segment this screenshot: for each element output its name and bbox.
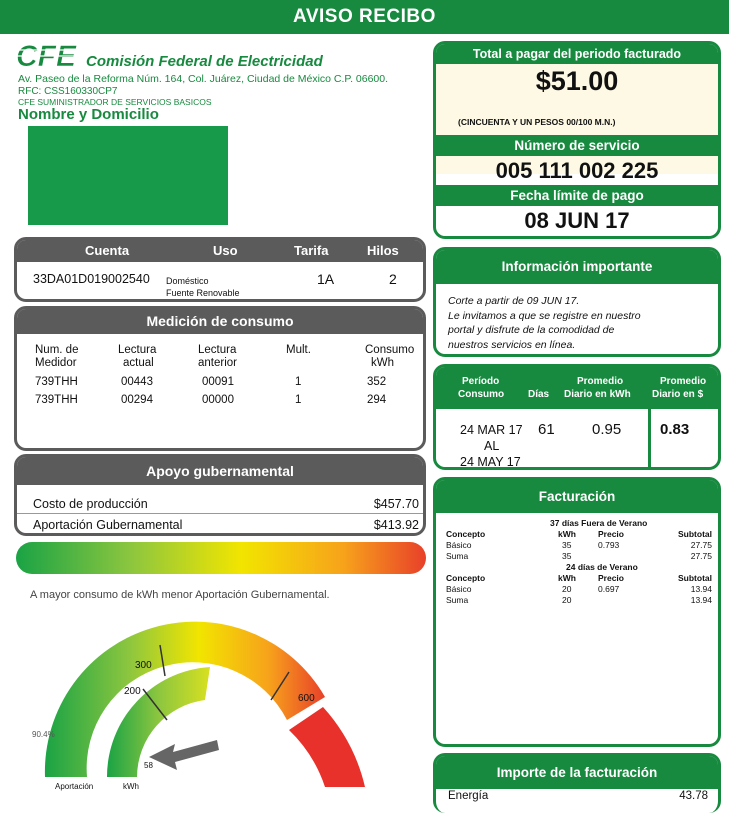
due-date: 08 JUN 17: [524, 208, 630, 233]
avg-daily-kwh: 0.95: [592, 421, 622, 438]
consumption-gradient-bar: [16, 542, 426, 574]
important-info-panel: [433, 247, 721, 357]
period-to: 24 MAY 17: [460, 455, 521, 469]
subsidy-contribution-value: $413.92: [373, 518, 419, 532]
billing-subtotal: 27.75: [690, 551, 712, 561]
account-wires: 2: [389, 271, 397, 287]
redacted-name-address: [28, 126, 228, 225]
billing-header-kwh: kWh: [558, 573, 576, 583]
company-address: Av. Paseo de la Reforma Núm. 164, Col. Juárez, Ciudad de México C.P. 06600.: [18, 73, 389, 85]
meter-row-2-current: 00294: [121, 394, 153, 406]
period-header-line2: Consumo: [458, 389, 505, 400]
account-use-line2: Fuente Renovable: [166, 288, 240, 298]
billing-section-1-header: [436, 529, 718, 540]
total-amount: $51.00: [535, 66, 619, 96]
billing-subtotal: 13.94: [690, 584, 712, 594]
billing-subtotal: 13.94: [690, 595, 712, 605]
billing-concept: Básico: [446, 540, 472, 550]
gauge-red-segment: [289, 707, 365, 787]
avg-money-header-line2: Diario en $: [652, 389, 704, 400]
important-info-line3: portal y disfrute de la comodidad de: [448, 324, 615, 336]
billing-header-precio: Precio: [598, 573, 624, 583]
meter-row-1-meter: 739THH: [35, 376, 78, 388]
billing-price: 0.793: [598, 540, 620, 550]
billing-concept: Básico: [446, 584, 472, 594]
account-header-hilos: Hilos: [367, 243, 399, 258]
billing-header-subtotal: Subtotal: [678, 573, 712, 583]
gauge-label-kwh: kWh: [123, 782, 139, 791]
consumption-panel-header: [17, 309, 423, 334]
energy-value: 43.78: [679, 790, 708, 802]
subsidy-contribution-label: Aportación Gubernamental: [33, 518, 183, 532]
consumption-header-line1: Consumo: [365, 344, 415, 356]
billing-header-precio: Precio: [598, 529, 624, 539]
meter-row-2-meter: 739THH: [35, 394, 78, 406]
billing-panel: [433, 477, 721, 747]
total-title: Total a pagar del periodo facturado: [472, 47, 682, 61]
account-tariff: 1A: [317, 271, 335, 287]
multiplier-header: Mult.: [286, 344, 311, 356]
service-number-title-bar: [436, 135, 718, 156]
period-header-line1: Período: [462, 376, 500, 387]
service-number: 005 111 002 225: [495, 158, 659, 183]
important-info-line4: nuestros servicios en línea.: [448, 338, 576, 351]
total-amount-words: (CINCUENTA Y UN PESOS 00/100 M.N.): [458, 117, 616, 127]
billing-subtotal: 27.75: [690, 540, 712, 550]
meter-row-2-consumption: 294: [367, 394, 387, 406]
due-date-title: Fecha límite de pago: [510, 188, 644, 203]
gauge-kwh-value: 58: [144, 761, 153, 770]
important-info-line1: Corte a partir de 09 JUN 17.: [448, 295, 580, 307]
meter-row-2-mult: 1: [295, 394, 302, 406]
avg-kwh-header-line1: Promedio: [577, 376, 624, 387]
account-number: 33DA01D019002540: [33, 272, 150, 286]
company-supplier: CFE SUMINISTRADOR DE SERVICIOS BASICOS: [18, 97, 212, 107]
meter-row-2-previous: 00000: [202, 394, 234, 406]
billing-section-2-header: [436, 573, 718, 584]
gauge-tick-label-600: 600: [298, 693, 315, 704]
subsidy-panel-header: [17, 457, 423, 485]
subsidy-panel: [14, 454, 426, 536]
gauge-percentage: 90.4%: [32, 730, 55, 739]
billing-title-bar: [436, 480, 718, 513]
meter-header-line2: Medidor: [35, 357, 77, 369]
page-title-bar: [0, 0, 729, 34]
production-cost-value: $457.70: [373, 497, 419, 511]
account-use-line1: Doméstico: [166, 276, 209, 286]
days-header: Días: [528, 389, 550, 400]
billing-section-1-title: 37 días Fuera de Verano: [550, 518, 648, 528]
consumption-title: Medición de consumo: [146, 313, 294, 329]
billing-kwh: 35: [562, 551, 572, 561]
billing-kwh: 20: [562, 595, 572, 605]
cfe-logo-text: CFE: [16, 40, 76, 70]
gauge-label-aportacion: Aportación: [55, 782, 94, 791]
billing-title: Facturación: [538, 489, 616, 504]
total-title-bar: [436, 44, 718, 64]
subsidy-title: Apoyo gubernamental: [146, 463, 294, 479]
total-panel: [433, 41, 721, 239]
current-reading-header-line1: Lectura: [118, 344, 157, 356]
billing-row: [436, 540, 718, 551]
billing-price: 0.697: [598, 584, 620, 594]
billing-section-2-title: 24 días de Verano: [566, 562, 638, 572]
billing-header-subtotal: Subtotal: [678, 529, 712, 539]
name-address-label: Nombre y Domicilio: [18, 106, 159, 123]
meter-row-1-consumption: 352: [367, 376, 387, 388]
avg-money-header-line1: Promedio: [660, 376, 707, 387]
important-info-title-bar: [436, 250, 718, 284]
energy-label: Energía: [448, 790, 489, 802]
previous-reading-header-line1: Lectura: [198, 344, 237, 356]
period-days: 61: [538, 421, 555, 438]
gauge-tick-label-200: 200: [124, 686, 141, 697]
billing-row: [436, 595, 718, 606]
consumption-gauge: [25, 612, 380, 797]
billing-header-kwh: kWh: [558, 529, 576, 539]
gauge-tick-label-300: 300: [135, 660, 152, 671]
meter-row-1-previous: 00091: [202, 376, 234, 388]
billing-header-concepto: Concepto: [446, 573, 486, 583]
account-header-uso: Uso: [213, 243, 238, 258]
meter-row-1-current: 00443: [121, 376, 153, 388]
gauge-arrow: [149, 740, 219, 770]
billing-amount-panel: [433, 753, 721, 813]
billing-row: [436, 584, 718, 595]
billing-amount-title: Importe de la facturación: [496, 765, 658, 780]
billing-row: [436, 551, 718, 562]
billing-header-concepto: Concepto: [446, 529, 486, 539]
period-header-bar: [436, 367, 718, 409]
due-date-title-bar: [436, 185, 718, 206]
important-info-text: [448, 294, 641, 352]
billing-kwh: 35: [562, 540, 572, 550]
billing-concept: Suma: [446, 551, 469, 561]
company-name: Comisión Federal de Electricidad: [86, 53, 323, 70]
consumption-header-line2: kWh: [371, 357, 394, 369]
period-from: 24 MAR 17: [460, 423, 523, 437]
gauge-caption: A mayor consumo de kWh menor Aportación Gubernamental.: [30, 589, 330, 601]
meter-header-line1: Num. de: [35, 344, 79, 356]
billing-concept: Suma: [446, 595, 469, 605]
production-cost-label: Costo de producción: [33, 497, 148, 511]
service-number-title: Número de servicio: [514, 138, 640, 153]
meter-row-1-mult: 1: [295, 376, 302, 388]
consumption-panel: [14, 306, 426, 451]
account-panel: [14, 237, 426, 302]
previous-reading-header-line2: anterior: [198, 357, 237, 369]
period-al: AL: [484, 439, 500, 453]
current-reading-header-line2: actual: [123, 357, 154, 369]
important-info-title: Información importante: [501, 259, 653, 274]
account-panel-header: [17, 240, 423, 262]
page-title: AVISO RECIBO: [293, 6, 436, 27]
account-header-cuenta: Cuenta: [85, 243, 130, 258]
billing-amount-title-bar: [436, 756, 718, 789]
cfe-logo: [16, 40, 82, 70]
avg-kwh-header-line2: Diario en kWh: [564, 389, 631, 400]
company-rfc: RFC: CSS160330CP7: [18, 86, 118, 97]
avg-daily-money: 0.83: [660, 421, 690, 438]
billing-kwh: 20: [562, 584, 572, 594]
important-info-line2: Le invitamos a que se registre en nuestro: [448, 309, 641, 322]
account-header-tarifa: Tarifa: [294, 243, 329, 258]
period-panel: [433, 364, 721, 470]
